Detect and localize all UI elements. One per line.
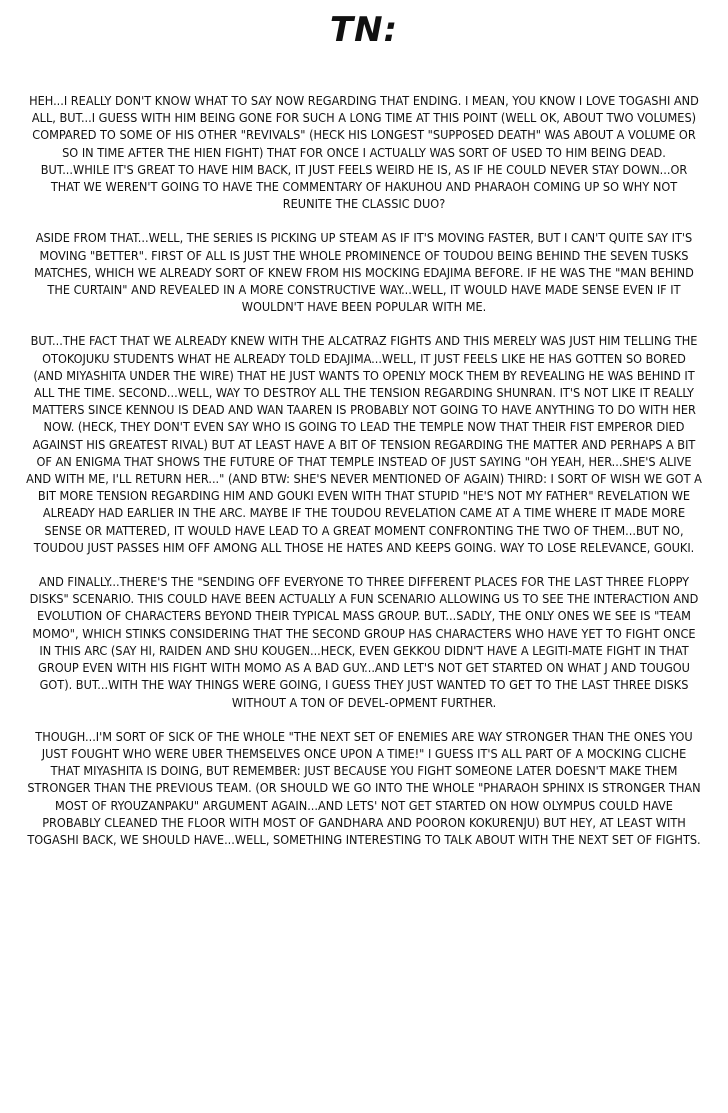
note-paragraph-5: THOUGH...I'M SORT OF SICK OF THE WHOLE "THE NEXT SET OF ENEMIES ARE WAY STRONGER THAN THE ONES YOU JUST FOUGHT WHO WERE UBER THEMSELVES ONCE UPON A TIME!" I GUESS IT'S ALL PART OF A MOCKING CLICHE THAT MIYASHITA IS DOING, BUT REMEMBER: JUST BECAUSE YOU FIGHT SOMEONE LATER DOESN'T MAKE THEM STRONGER THAN THE PREVIOUS TEAM. (OR SHOULD WE GO INTO THE WHOLE "PHARAOH SPHINX IS STRONGER THAN MOST OF RYOUZANPAKU" ARGUMENT AGAIN...AND LETS' NOT GET STARTED ON HOW OLYMPUS COULD HAVE PROBABLY CLEANED THE FLOOR WITH MOST OF GANDHARA AND POORON KOKURENJU) BUT HEY, AT LEAST WITH TOGASHI BACK, WE SHOULD HAVE...WELL, SOMETHING INTERESTING TO TALK ABOUT WITH THE NEXT SET OF FIGHTS. [27, 728, 701, 847]
note-paragraph-3: BUT...THE FACT THAT WE ALREADY KNEW WITH THE ALCATRAZ FIGHTS AND THIS MERELY WAS JUST HIM TELLING THE OTOKOJUKU STUDENTS WHAT HE ALREADY TOLD EDAJIMA...WELL, IT JUST FEELS LIKE HE HAS GOTTEN SO BORED (AND MIYASHITA UNDER THE WIRE) THAT HE JUST WANTS TO OPENLY MOCK THEM BY REVEALING HE WAS BEHIND IT ALL THE TIME. SECOND...WELL, WAY TO DESTROY ALL THE TENSION REGARDING SHUNRAN. IT'S NOT LIKE IT REALLY MATTERS SINCE KENNOU IS DEAD AND WAN TAAREN IS PROBABLY NOT GOING TO HAVE ANYTHING TO DO WITH HER NOW. (HECK, THEY DON'T EVEN SAY WHO IS GOING TO LEAD THE TEMPLE NOW THAT THEIR FIST EMPEROR DIED AGAINST HIS GREATEST RIVAL) BUT AT LEAST HAVE A BIT OF TENSION REGARDING THE MATTER AND PERHAPS A BIT OF AN ENIGMA THAT SHOWS THE FUTURE OF THAT TEMPLE INSTEAD OF JUST SAYING "OH YEAH, HER...SHE'S ALIVE AND WITH ME, I'LL RETURN HER..." (AND BTW: SHE'S NEVER MENTIONED OF AGAIN) THIRD: I SORT OF WISH WE GOT A BIT MORE TENSION REGARDING HIM AND GOUKI EVEN WITH THAT STUPID "HE'S NOT MY FATHER" REVELATION WE ALREADY HAD EARLIER IN THE ARC. MAYBE IF THE TOUDOU REVELATION CAME AT A TIME WHERE IT MADE MORE SENSE OR MATTERED, IT WOULD HAVE LEAD TO A GREAT MOMENT CONFRONTING THE TWO OF THEM...BUT NO, TOUDOU JUST PASSES HIM OFF AMONG ALL THOSE HE HATES AND KEEPS GOING. WAY TO LOSE RELEVANCE, GOUKI. [26, 333, 702, 555]
page-title: TN: [329, 10, 399, 50]
note-paragraph-4: AND FINALLY...THERE'S THE "SENDING OFF EVERYONE TO THREE DIFFERENT PLACES FOR THE LAST THREE FLOPPY DISKS" SCENARIO. THIS COULD HAVE BEEN ACTUALLY A FUN SCENARIO ALLOWING US TO SEE THE INTERACTION AND EVOLUTION OF CHARACTERS BEYOND THEIR TYPICAL MASS GROUP. BUT...SADLY, THE ONLY ONES WE SEE IS "TEAM MOMO", WHICH STINKS CONSIDERING THAT THE SECOND GROUP HAS CHARACTERS WHO HAVE YET TO FIGHT ONCE IN THIS ARC (SAY HI, RAIDEN AND SHU KOUGEN...HECK, EVEN GEKKOU DIDN'T HAVE A LEGITI-MATE FIGHT IN THAT GROUP EVEN WITH HIS FIGHT WITH MOMO AS A BAD GUY...AND LET'S NOT GET STARTED ON WHAT J AND TOUGOU GOT). BUT...WITH THE WAY THINGS WERE GOING, I GUESS THEY JUST WANTED TO GET TO THE LAST THREE DISKS WITHOUT A TON OF DEVEL-OPMENT FURTHER. [29, 574, 699, 710]
note-paragraph-2: ASIDE FROM THAT...WELL, THE SERIES IS PICKING UP STEAM AS IF IT'S MOVING FASTER, BUT I CAN'T QUITE SAY IT'S MOVING "BETTER". FIRST OF ALL IS JUST THE WHOLE PROMINENCE OF TOUDOU BEING BEHIND THE SEVEN TUSKS MATCHES, WHICH WE ALREADY SORT OF KNEW FROM HIS MOCKING EDAJIMA BEFORE. IF HE WAS THE "MAN BEHIND THE CURTAIN" AND REVEALED IN A MORE CONSTRUCTIVE WAY...WELL, IT WOULD HAVE MADE SENSE EVEN IF IT WOULDN'T HAVE BEEN POPULAR WITH ME. [34, 230, 694, 315]
note-paragraph-1: HEH...I REALLY DON'T KNOW WHAT TO SAY NOW REGARDING THAT ENDING. I MEAN, YOU KNOW I LOVE TOGASHI AND ALL, BUT...I GUESS WITH HIM BEING GONE FOR SUCH A LONG TIME AT THIS POINT (WELL OK, ABOUT TWO VOLUMES) COMPARED TO SOME OF HIS OTHER "REVIVALS" (HECK HIS LONGEST "SUPPOSED DEATH" WAS ABOUT A VOLUME OR SO IN TIME AFTER THE HIEN FIGHT) THAT FOR ONCE I ACTUALLY WAS SORT OF USED TO HIM BEING DEAD. BUT...WHILE IT'S GREAT TO HAVE HIM BACK, IT JUST FEELS WEIRD HE IS, AS IF HE COULD NEVER STAY DOWN...OR THAT WE WEREN'T GOING TO HAVE THE COMMENTARY OF HAKUHOU AND PHARAOH COMING UP SO WHY NOT REUNITE THE CLASSIC DUO? [29, 93, 699, 212]
